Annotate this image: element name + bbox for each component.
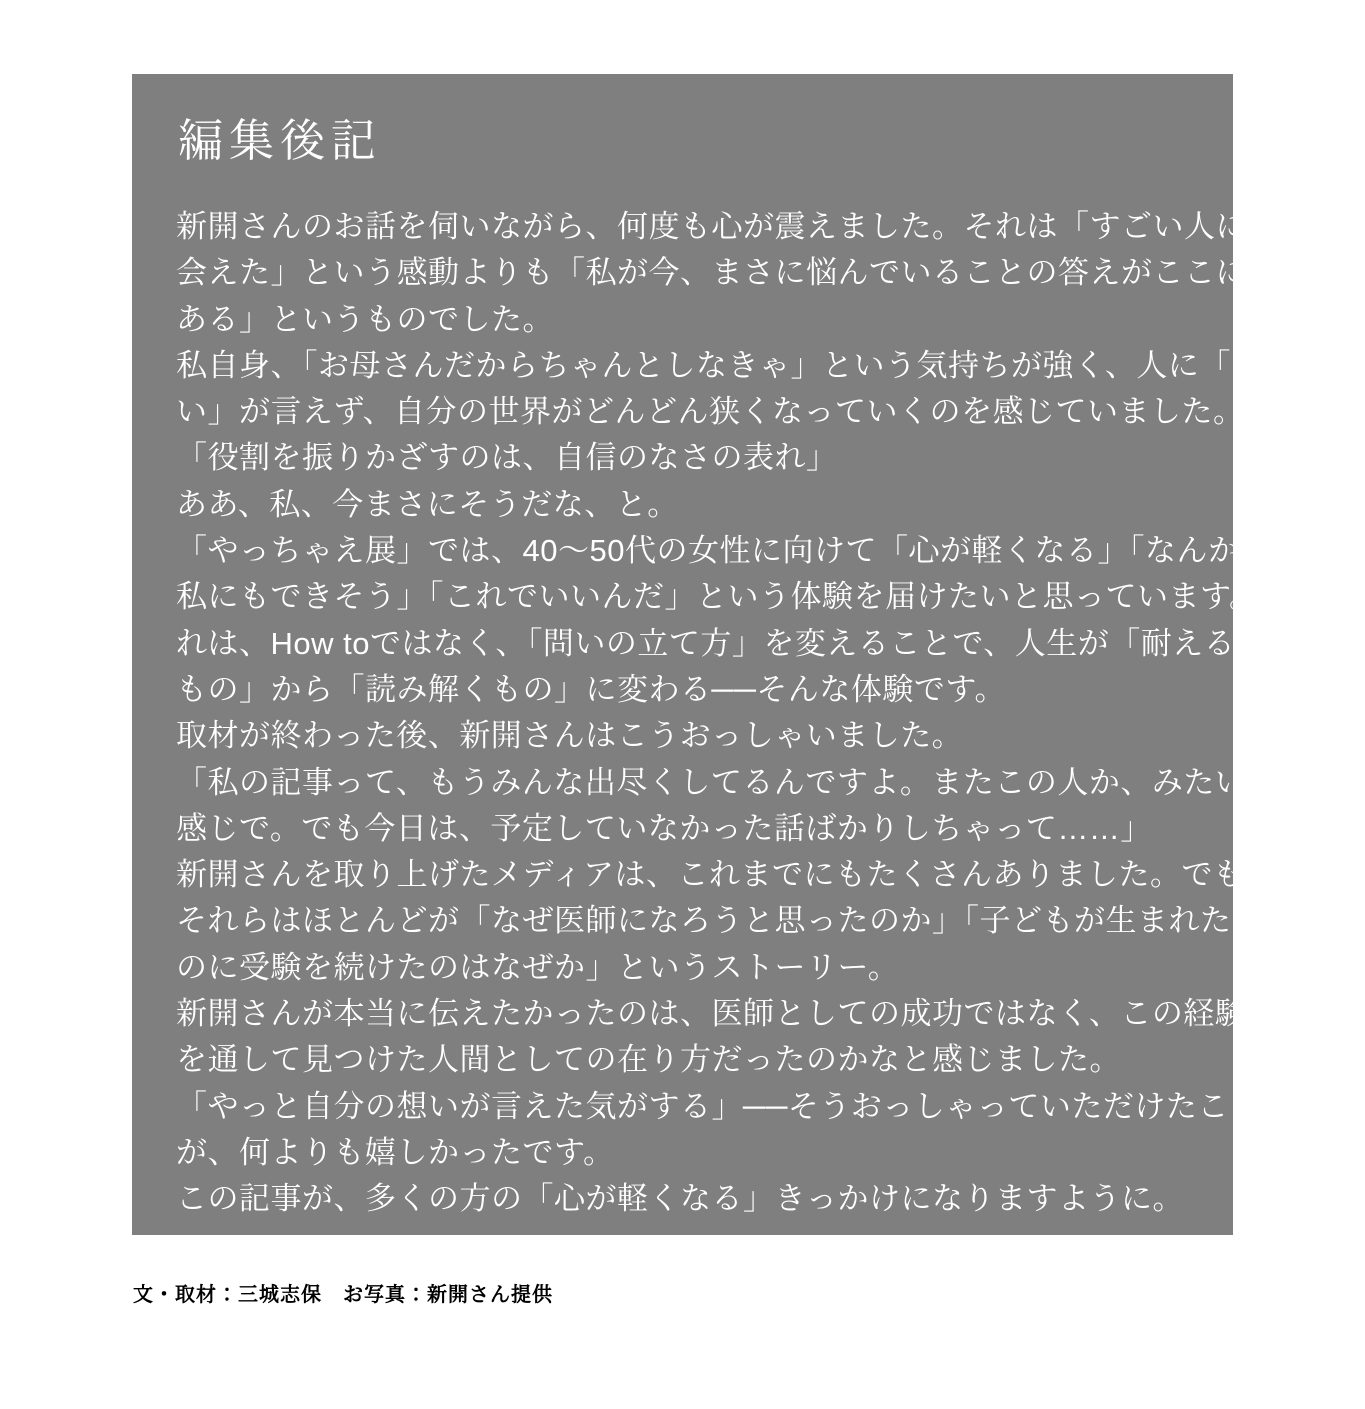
body-line: 「役割を振りかざすのは、自信のなさの表れ」	[176, 440, 838, 476]
body-line: のに受験を続けたのはなぜか」というストーリー。	[176, 949, 900, 985]
body-line: 私自身、「お母さんだからちゃんとしなきゃ」という気持ちが強く、人に「お願	[176, 347, 1294, 383]
editor-note-title: 編集後記	[178, 116, 383, 166]
body-line: 「やっと自分の想いが言えた気がする」──そうおっしゃっていただけたこと	[176, 1088, 1261, 1124]
body-line: 会えた」という感動よりも「私が今、まさに悩んでいることの答えがここに	[176, 255, 1247, 291]
editor-note-body	[176, 204, 1294, 1223]
body-line: ああ、私、今まさにそうだな、と。	[176, 486, 679, 522]
body-line: れは、How toではなく、「問いの立て方」を変えることで、人生が「耐える	[176, 625, 1236, 661]
body-line: 「やっちゃえ展」では、40〜50代の女性に向けて「心が軽くなる」「なんか	[176, 533, 1240, 569]
body-line: 新開さんのお話を伺いながら、何度も心が震えました。それは「すごい人に	[176, 209, 1247, 244]
body-line: 新開さんが本当に伝えたかったのは、医師としての成功ではなく、この経験	[176, 996, 1247, 1032]
body-line: 「私の記事って、もうみんな出尽くしてるんですよ。またこの人か、みたいな	[176, 764, 1278, 800]
body-line: 取材が終わった後、新開さんはこうおっしゃいました。	[176, 718, 964, 754]
body-line: い」が言えず、自分の世界がどんどん狭くなっていくのを感じていました。	[176, 394, 1245, 430]
editor-note-panel	[132, 74, 1294, 1235]
body-line: この記事が、多くの方の「心が軽くなる」きっかけになりますように。	[176, 1181, 1184, 1217]
body-line: が、何よりも嬉しかったです。	[176, 1134, 615, 1170]
body-line: を通して見つけた人間としての在り方だったのかなと感じました。	[176, 1042, 1121, 1078]
body-line: もの」から「読み解くもの」に変わる──そんな体験です。	[176, 671, 1006, 707]
body-line: それらはほとんどが「なぜ医師になろうと思ったのか」「子どもが生まれた	[176, 903, 1232, 939]
body-line: ある」というものでした。	[176, 301, 554, 337]
body-line: 私にもできそう」「これでいいんだ」という体験を届けたいと思っています。そ	[176, 579, 1293, 615]
body-line: 感じで。でも今日は、予定していなかった話ばかりしちゃって……」	[176, 810, 1152, 846]
credit-line: 文・取材：三城志保 お写真：新開さん提供	[133, 1284, 553, 1306]
body-line: 新開さんを取り上げたメディアは、これまでにもたくさんありました。でも、	[176, 857, 1277, 893]
